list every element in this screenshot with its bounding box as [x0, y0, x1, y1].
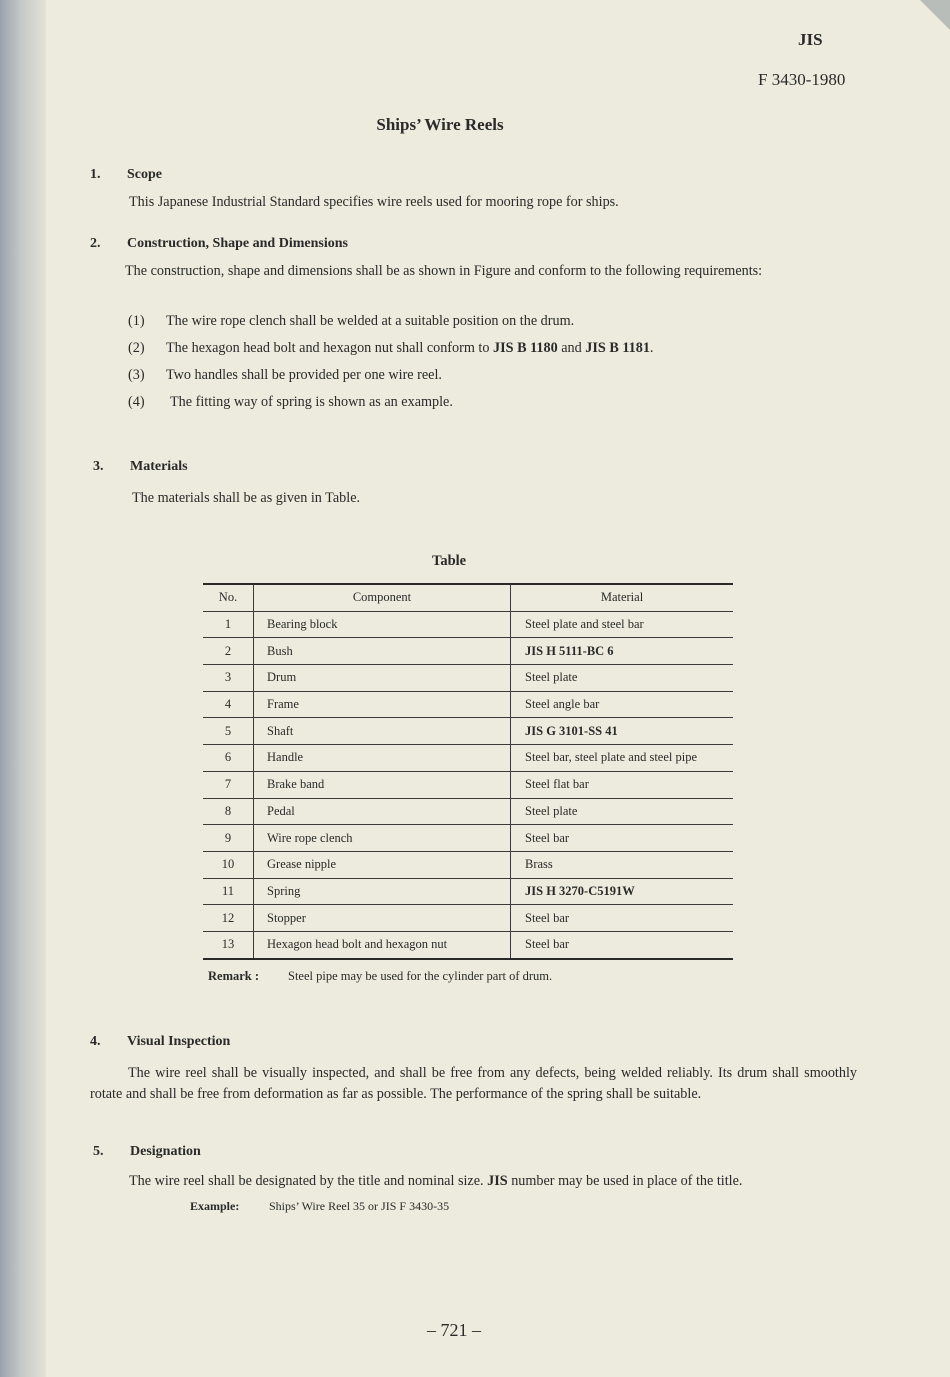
req-2-ref-b1181: JIS B 1181	[585, 340, 650, 356]
section-1-number: 1.	[90, 167, 101, 182]
cell-component: Grease nipple	[254, 851, 511, 878]
table-header-row	[203, 584, 733, 611]
req-1-text: The wire rope clench shall be welded at a suitable position on the drum.	[166, 313, 575, 329]
section-5-text	[129, 1171, 742, 1192]
table-row	[203, 691, 733, 718]
section-4-number: 4.	[90, 1034, 101, 1049]
cell-material: JIS H 5111-BC 6	[511, 638, 734, 665]
table-row	[203, 745, 733, 772]
cell-component: Wire rope clench	[254, 825, 511, 852]
section-4-text: The wire reel shall be visually inspected, and shall be free from any defects, being welded reliably. Its drum shall smoothly rotate and shall be free from deformation as far as possible. The performance of the spring shall be suitable.	[90, 1065, 857, 1102]
materials-table	[203, 583, 733, 960]
table-row	[203, 905, 733, 932]
cell-no: 2	[203, 638, 254, 665]
page-number: – 721 –	[427, 1320, 481, 1340]
cell-material: Steel plate	[511, 665, 734, 692]
cell-component: Shaft	[254, 718, 511, 745]
cell-component: Pedal	[254, 798, 511, 825]
req-2-text-a: The hexagon head bolt and hexagon nut shall conform to	[166, 340, 494, 356]
cell-component: Handle	[254, 745, 511, 772]
cell-no: 1	[203, 611, 254, 638]
cell-no: 10	[203, 851, 254, 878]
cell-material: Brass	[511, 851, 734, 878]
cell-component: Bearing block	[254, 611, 511, 638]
table-row	[203, 611, 733, 638]
req-3-text: Two handles shall be provided per one wire reel.	[166, 367, 442, 383]
cell-component: Brake band	[254, 771, 511, 798]
req-4-text: The fitting way of spring is shown as an example.	[170, 394, 453, 410]
cell-material: JIS G 3101-SS 41	[511, 718, 734, 745]
header-standard-number: F 3430-1980	[758, 70, 846, 89]
section-5-text-b: number may be used in place of the title.	[507, 1173, 743, 1189]
cell-no: 5	[203, 718, 254, 745]
cell-component: Frame	[254, 691, 511, 718]
document-title: Ships’ Wire Reels	[376, 115, 504, 134]
section-3-title: Materials	[130, 459, 188, 474]
section-3-text: The materials shall be as given in Table.	[132, 490, 361, 506]
table-row	[203, 798, 733, 825]
cell-no: 6	[203, 745, 254, 772]
col-header-component: Component	[254, 584, 511, 611]
section-3-number: 3.	[93, 459, 104, 474]
cell-material: Steel plate	[511, 798, 734, 825]
table-row	[203, 771, 733, 798]
example-label: Example:	[190, 1199, 240, 1213]
cell-no: 7	[203, 771, 254, 798]
table-row	[203, 718, 733, 745]
req-2-text-c: .	[649, 340, 654, 356]
page-corner	[920, 0, 950, 30]
req-2-text-b: and	[557, 340, 586, 356]
cell-material: Steel plate and steel bar	[511, 611, 734, 638]
cell-no: 8	[203, 798, 254, 825]
table-row	[203, 851, 733, 878]
cell-no: 13	[203, 931, 254, 958]
header-jis: JIS	[798, 30, 823, 49]
example-text: Ships’ Wire Reel 35 or JIS F 3430-35	[269, 1199, 450, 1213]
section-2-title: Construction, Shape and Dimensions	[127, 236, 348, 251]
section-5-title: Designation	[130, 1144, 201, 1159]
table-row	[203, 931, 733, 958]
cell-no: 3	[203, 665, 254, 692]
req-2-text	[166, 338, 653, 359]
cell-material: Steel angle bar	[511, 691, 734, 718]
table-caption: Table	[432, 553, 467, 569]
section-5-jis: JIS	[487, 1173, 508, 1189]
cell-component: Spring	[254, 878, 511, 905]
cell-no: 11	[203, 878, 254, 905]
req-2-label: (2)	[128, 340, 145, 356]
cell-component: Hexagon head bolt and hexagon nut	[254, 931, 511, 958]
table-row	[203, 878, 733, 905]
req-3-label: (3)	[128, 367, 145, 383]
cell-material: JIS H 3270-C5191W	[511, 878, 734, 905]
section-2-intro: The construction, shape and dimensions shall be as shown in Figure and conform to the following requirements:	[125, 263, 763, 279]
section-2-number: 2.	[90, 236, 101, 251]
cell-component: Bush	[254, 638, 511, 665]
book-spine-shadow	[0, 0, 46, 1377]
cell-no: 9	[203, 825, 254, 852]
cell-material: Steel flat bar	[511, 771, 734, 798]
cell-no: 4	[203, 691, 254, 718]
section-5-number: 5.	[93, 1144, 104, 1159]
section-1-title: Scope	[127, 167, 162, 182]
cell-no: 12	[203, 905, 254, 932]
table-row	[203, 665, 733, 692]
table-row	[203, 825, 733, 852]
req-1-label: (1)	[128, 313, 145, 329]
section-1-text: This Japanese Industrial Standard specifies wire reels used for mooring rope for ships.	[129, 194, 619, 210]
cell-material: Steel bar	[511, 905, 734, 932]
section-4-title: Visual Inspection	[127, 1034, 231, 1049]
cell-component: Drum	[254, 665, 511, 692]
remark-text: Steel pipe may be used for the cylinder part of drum.	[288, 969, 553, 983]
cell-material: Steel bar	[511, 825, 734, 852]
section-5-text-a: The wire reel shall be designated by the title and nominal size.	[129, 1173, 488, 1189]
col-header-material: Material	[511, 584, 734, 611]
cell-material: Steel bar, steel plate and steel pipe	[511, 745, 734, 772]
req-2-ref-b1180: JIS B 1180	[493, 340, 558, 356]
col-header-no: No.	[203, 584, 254, 611]
cell-component: Stopper	[254, 905, 511, 932]
req-4-label: (4)	[128, 394, 145, 410]
remark-label: Remark :	[208, 969, 260, 983]
cell-material: Steel bar	[511, 931, 734, 958]
table-row	[203, 638, 733, 665]
